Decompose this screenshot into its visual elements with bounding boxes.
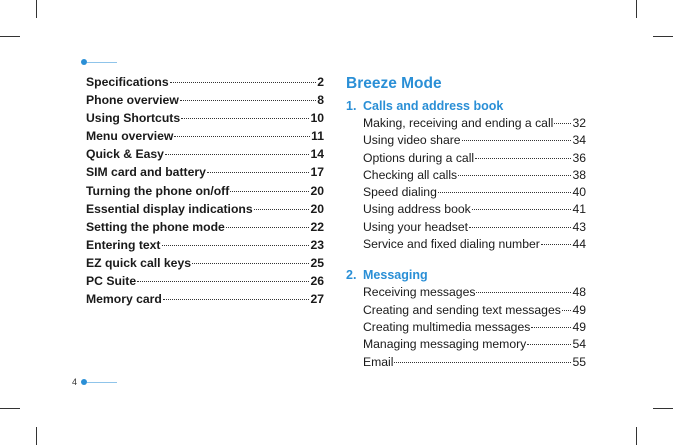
footer-rule — [87, 382, 117, 383]
toc-entry-page: 23 — [310, 237, 324, 252]
toc-entry-page: 26 — [310, 274, 324, 289]
toc-entry[interactable] — [363, 202, 586, 219]
dot-leader — [541, 243, 572, 245]
crop-mark — [0, 36, 20, 37]
toc-entry[interactable] — [86, 274, 324, 292]
dot-leader — [163, 298, 310, 300]
dot-leader — [230, 190, 309, 192]
toc-entry[interactable] — [363, 116, 586, 133]
toc-entry-page: 41 — [572, 202, 586, 217]
section-items — [346, 285, 586, 371]
toc-entry-page: 48 — [572, 285, 586, 300]
dot-leader — [181, 117, 309, 119]
toc-entry[interactable] — [363, 151, 586, 168]
crop-mark — [36, 0, 37, 18]
toc-entry-page: 2 — [317, 75, 324, 89]
toc-entry-page: 14 — [310, 147, 324, 162]
toc-entry[interactable] — [363, 185, 586, 202]
dot-leader — [472, 208, 572, 210]
toc-entry[interactable] — [86, 256, 324, 274]
toc-entry-label: Managing messaging memory — [363, 337, 527, 352]
dot-leader — [462, 139, 572, 141]
toc-entry-label: Using Shortcuts — [86, 111, 181, 126]
toc-entry-label: Making, receiving and ending a call — [363, 116, 554, 130]
dot-leader — [475, 157, 571, 159]
dot-leader — [476, 291, 571, 293]
toc-entry-label: Options during a call — [363, 150, 475, 165]
toc-entry-label: Speed dialing — [363, 185, 437, 200]
toc-entry-page: 38 — [572, 167, 586, 182]
toc-entry[interactable] — [86, 220, 324, 238]
crop-mark — [0, 408, 20, 409]
section-number: 2. — [346, 268, 357, 283]
dot-leader — [458, 174, 571, 176]
mode-title: Breeze Mode — [346, 75, 442, 92]
dot-leader — [469, 226, 571, 228]
toc-entry[interactable] — [86, 75, 324, 93]
toc-entry[interactable] — [363, 168, 586, 185]
toc-entry-page: 20 — [310, 201, 324, 216]
dot-leader — [531, 326, 571, 328]
toc-left-column — [86, 75, 324, 310]
toc-entry-label: Menu overview — [86, 129, 174, 144]
toc-entry-page: 40 — [572, 185, 586, 200]
toc-entry-page: 25 — [310, 255, 324, 270]
toc-entry-page: 36 — [572, 150, 586, 165]
toc-entry-page: 27 — [310, 292, 324, 307]
toc-entry[interactable] — [86, 129, 324, 147]
toc-entry-page: 17 — [310, 165, 324, 180]
dot-leader — [180, 99, 316, 101]
toc-entry-label: Using your headset — [363, 219, 469, 234]
toc-entry-label: Memory card — [86, 292, 162, 307]
toc-entry-label: Turning the phone on/off — [86, 183, 230, 198]
toc-entry-page: 49 — [572, 319, 586, 334]
toc-entry-page: 43 — [572, 219, 586, 234]
toc-entry[interactable] — [363, 220, 586, 237]
toc-entry[interactable] — [363, 320, 586, 337]
dot-leader — [438, 191, 572, 193]
toc-entry-page: 10 — [310, 111, 324, 126]
toc-entry[interactable] — [363, 337, 586, 354]
section-heading[interactable] — [346, 268, 586, 285]
toc-entry-label: Receiving messages — [363, 285, 476, 300]
toc-entry-page: 20 — [310, 183, 324, 198]
toc-entry-label: Essential display indications — [86, 201, 253, 216]
toc-entry-label: Creating and sending text messages — [363, 302, 561, 317]
toc-entry-label: Entering text — [86, 237, 161, 252]
dot-leader — [554, 122, 571, 124]
toc-entry-label: EZ quick call keys — [86, 255, 192, 270]
dot-leader — [162, 244, 310, 246]
toc-entry[interactable] — [86, 238, 324, 256]
section-heading[interactable] — [346, 99, 586, 116]
toc-entry[interactable] — [363, 133, 586, 150]
toc-entry[interactable] — [86, 202, 324, 220]
section-title: Calls and address book — [363, 99, 504, 113]
toc-entry[interactable] — [86, 147, 324, 165]
toc-entry[interactable] — [86, 184, 324, 202]
toc-entry-label: PC Suite — [86, 274, 137, 289]
toc-entry-label: Using video share — [363, 133, 461, 148]
crop-mark — [653, 36, 673, 37]
dot-leader — [254, 208, 310, 210]
toc-entry-label: SIM card and battery — [86, 165, 206, 180]
toc-entry-label: Setting the phone mode — [86, 219, 225, 234]
toc-entry-page: 22 — [310, 219, 324, 234]
section-items — [346, 116, 586, 254]
dot-leader — [207, 171, 310, 173]
toc-entry-label: Specifications — [86, 75, 169, 89]
toc-entry[interactable] — [86, 292, 324, 310]
dot-leader — [137, 280, 309, 282]
crop-mark — [636, 427, 637, 445]
crop-mark — [653, 408, 673, 409]
toc-entry-page: 44 — [572, 237, 586, 252]
toc-entry-label: Creating multimedia messages — [363, 319, 531, 334]
toc-entry-page: 54 — [572, 337, 586, 352]
toc-entry-page: 55 — [572, 354, 586, 369]
page-number: 4 — [72, 377, 78, 387]
toc-sections — [346, 99, 586, 372]
toc-entry-label: Email — [363, 354, 394, 369]
toc-right-column — [346, 75, 586, 372]
dot-leader — [192, 262, 309, 264]
toc-entry-page: 34 — [572, 133, 586, 148]
dot-leader — [527, 343, 571, 345]
toc-entry-label: Quick & Easy — [86, 147, 164, 162]
section-gap — [346, 254, 586, 268]
toc-entry-page: 8 — [317, 93, 324, 108]
dot-leader — [174, 135, 310, 137]
toc-entry-page: 49 — [572, 302, 586, 317]
toc-entry[interactable] — [86, 165, 324, 183]
toc-entry[interactable] — [363, 237, 586, 254]
toc-entry[interactable] — [363, 355, 586, 372]
toc-entry-label: Service and fixed dialing number — [363, 237, 540, 252]
toc-entry[interactable] — [363, 285, 586, 302]
dot-leader — [170, 81, 317, 83]
toc-entry-label: Checking all calls — [363, 167, 458, 182]
section-title: Messaging — [363, 268, 428, 283]
crop-mark — [636, 0, 637, 18]
dot-leader — [562, 309, 572, 311]
toc-entry[interactable] — [86, 111, 324, 129]
section-number: 1. — [346, 99, 357, 113]
crop-mark — [36, 427, 37, 445]
toc-entry[interactable] — [363, 303, 586, 320]
toc-entry[interactable] — [86, 93, 324, 111]
toc-entry-label: Using address book — [363, 202, 471, 217]
header-rule — [87, 62, 117, 63]
dot-leader — [226, 226, 310, 228]
toc-entry-label: Phone overview — [86, 93, 179, 108]
dot-leader — [394, 361, 571, 363]
toc-entry-page: 11 — [311, 129, 324, 144]
dot-leader — [165, 153, 310, 155]
toc-entry-page: 32 — [572, 116, 586, 130]
